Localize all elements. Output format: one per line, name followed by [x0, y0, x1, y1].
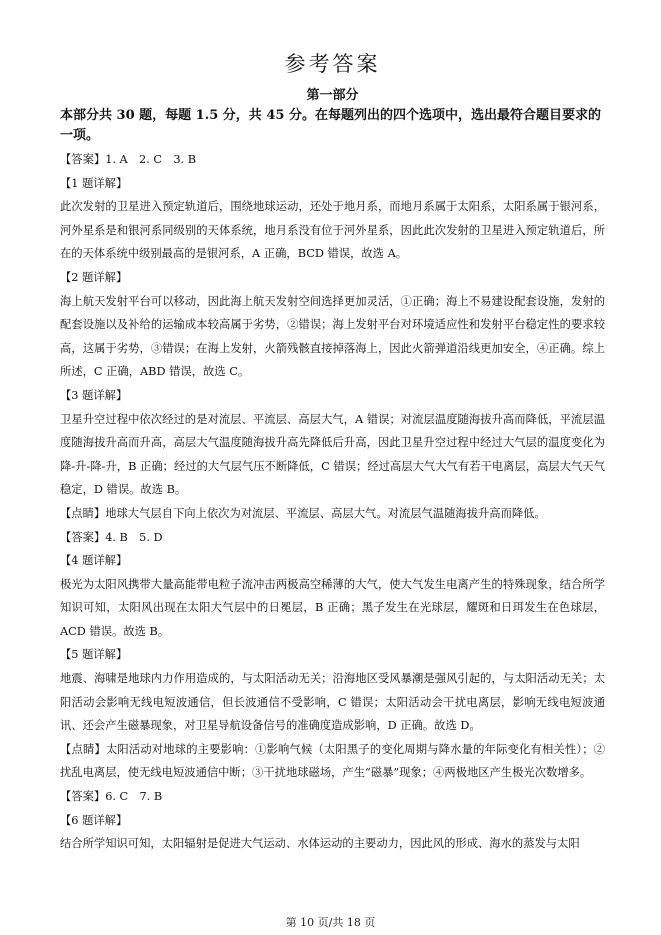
- detail-heading: 【1 题详解】: [60, 176, 128, 190]
- explanation-paragraph: 结合所学知识可知，太阳辐射是促进大气运动、水体运动的主要动力，因此风的形成、海水的蒸发与太阳: [60, 837, 580, 851]
- detail-heading: 【6 题详解】: [60, 813, 128, 827]
- explanation-paragraph: 极光为太阳风携带大量高能带电粒子流冲击两极高空稀薄的大气，使大气发生电离产生的特殊现象，结合所学知识可知，太阳风出现在太阳大气层中的日冕层，B 正确；黑子发生在光球层，耀斑和日珥发生在色球层，ACD 错误。故选 B。: [60, 577, 605, 638]
- answer-line: 【答案】4. B 5. D: [60, 530, 163, 544]
- page-number-footer: 第 10 页/共 18 页: [285, 916, 376, 929]
- page-title: 参考答案: [284, 52, 381, 76]
- detail-heading: 【3 题详解】: [60, 388, 128, 402]
- answer-page: [60, 48, 605, 856]
- answer-line: 【答案】1. A 2. C 3. B: [60, 153, 196, 166]
- explanation-paragraph: 此次发射的卫星进入预定轨道后，围绕地球运动，还处于地月系，而地月系属于太阳系，太阳系属于银河系，河外星系是和银河系同级别的天体系统，地月系没有位于河外星系，因此此次发射的卫星进入预定轨道后，所在的天体系统中级别最高的是银河系，A 正确，BCD 错误，故选 A。: [60, 200, 605, 261]
- detail-heading: 【2 题详解】: [60, 270, 128, 284]
- section-heading: 第一部分: [306, 88, 359, 103]
- key-point-note: 【点睛】地球大气层自下向上依次为对流层、平流层、高层大气。对流层气温随海拔升高而降低。: [60, 506, 546, 520]
- explanation-paragraph: 卫星升空过程中依次经过的是对流层、平流层、高层大气，A 错误；对流层温度随海拔升高而降低，平流层温度随海拔升高而升高，高层大气温度随海拔升高先降低后升高，因此卫星升空过程中经过大气层的温度变化为降-升-降-升，B 正确；经过的大气层气压不断降低，C 错误；经过高层大气大气有若干电离层，高层大气天气稳定，D 错误。故选 B。: [60, 412, 605, 497]
- section-instructions: 本部分共 30 题，每题 1.5 分，共 45 分。在每题列出的四个选项中，选出最符合题目要求的一项。: [60, 108, 601, 143]
- explanation-paragraph: 海上航天发射平台可以移动，因此海上航天发射空间选择更加灵活，①正确；海上不易建设配套设施，发射的配套设施以及补给的运输成本较高属于劣势，②错误；海上发射平台对环境适应性和发射平台稳定性的要求较高，这属于劣势，③错误；在海上发射，火箭残骸直接掉落海上，因此火箭弹道沿线更加安全，④正确。综上所述，C 正确，ABD 错误，故选 C。: [60, 294, 605, 379]
- detail-heading: 【4 题详解】: [60, 554, 128, 568]
- explanation-paragraph: 地震、海啸是地球内力作用造成的，与太阳活动无关；沿海地区受风暴潮是强风引起的，与太阳活动无关；太阳活动会影响无线电短波通信，但长波通信不受影响，C 错误；太阳活动会干扰电离层，影响无线电短波通讯、还会产生磁暴现象，对卫星导航设备信号的准确度造成影响，D 正确。故选 D。: [60, 672, 605, 733]
- detail-heading: 【5 题详解】: [60, 648, 128, 662]
- answer-line: 【答案】6. C 7. B: [60, 790, 163, 804]
- key-point-note: 【点睛】太阳活动对地球的主要影响：①影响气候（太阳黑子的变化周期与降水量的年际变化有相关性）；②扰乱电离层，使无线电短波通信中断；③干扰地球磁场，产生“磁暴”现象；④两极地区产生极光次数增多。: [60, 742, 605, 780]
